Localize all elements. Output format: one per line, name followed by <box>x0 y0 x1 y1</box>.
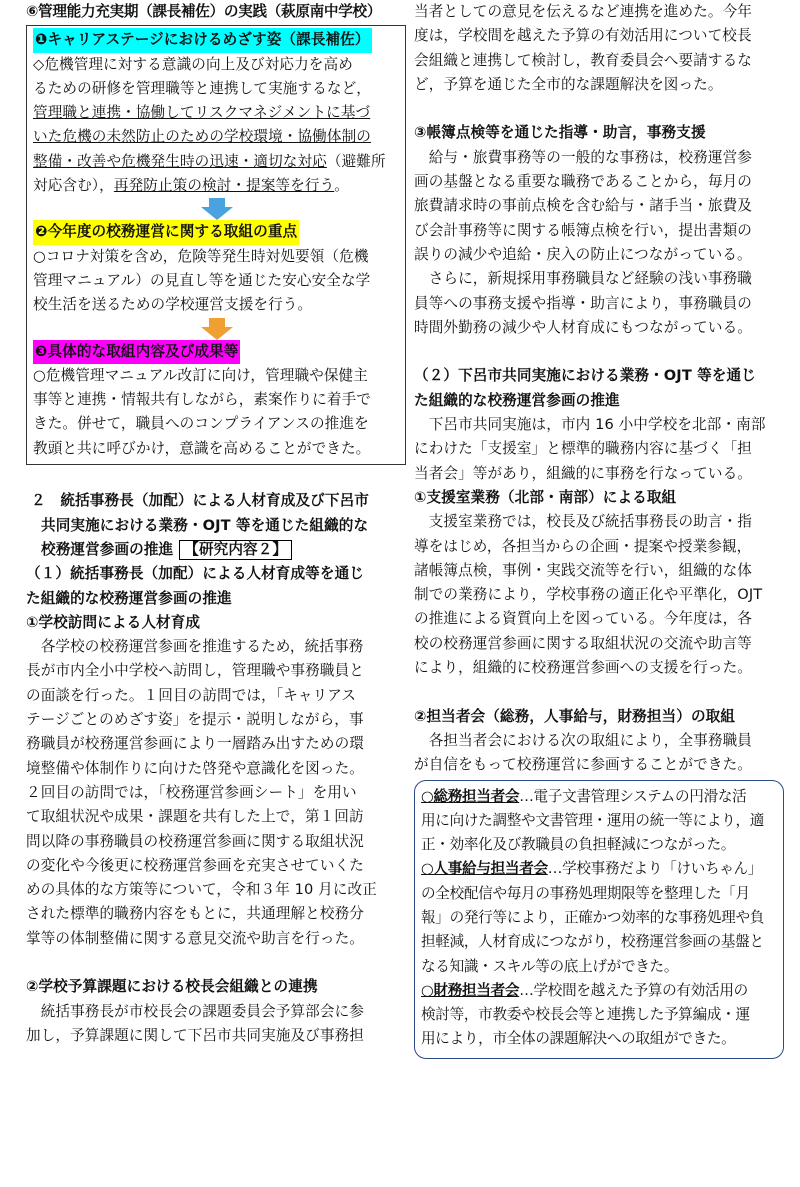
research-tag: 【研究内容２】 <box>179 540 292 560</box>
down-arrow-icon <box>33 318 401 340</box>
school-visit-body: 各学校の校務運営参画を推進するため，統括事務 長が市内全小中学校へ訪問し，管理職や事務職員と の面談を行った。１回目の訪問では，「キャリアス テージごとのめざす姿」を提示・説明しながら，事 務職員が校務運営参画により一層踏み出すための環 境整備や体制作りに向けた啓発や意識化を図った。 ２回目の訪問では，「校務運営参画シート」を用い て取組状況や成果・課題を共有した上で，第１回訪 問以降の事務職員の校務運営参画に関する取組状況 の変化や今後更に校務運営参画を充実させていくた めの具体的な方策等について，令和３年 10 月に改正 された標準的職務内容をもとに，共通理解と校務分 掌等の体制整備に関する意見交流や助言を行った。 <box>26 638 377 947</box>
box-heading-1: ❶キャリアステージにおけるめざす姿（課長補佐） <box>33 28 372 52</box>
box-text-line: 校生活を送るための学校運営支援を行う。 <box>33 296 313 314</box>
box-text-line: 対応含む），再発防止策の検討・提案等を行う。 <box>33 177 349 195</box>
subsection-2-1-title: た組織的な校務運営参画の推進 <box>26 589 232 607</box>
support-office-heading: ①支援室業務（北部・南部）による取組 <box>414 488 677 506</box>
career-stage-box <box>26 25 406 465</box>
section-2-title: 校務運営参画の推進 【研究内容２】 <box>26 538 406 562</box>
right-column <box>414 0 784 1059</box>
box-text-line: 整備・改善や危機発生時の迅速・適切な対応（避難所 <box>33 152 386 170</box>
box-text-line: 事等と連携・情報共有しながら，素案作りに着手で <box>33 391 371 409</box>
ledger-check-body: 給与・旅費事務等の一般的な事務は，校務運営参 画の基盤となる重要な職務であることから，毎月の 旅費請求時の事前点検を含む給与・諸手当・旅費及 び会計事務等に関する帳簿点検を行い，提出書類の 誤りの減少や追給・戻入の防止につながっている。 さらに，新規採用事務職員など経験の浅い事務職 員等への事務支援や指導・助言により，事務職員の 時間外勤務の減少や人材育成にもつながっている。 <box>414 148 752 336</box>
section-2-title: 共同実施における業務・OJT 等を通じた組織的な <box>41 516 369 534</box>
box-text-line: ○コロナ対策を含め，危険等発生時対処要領（危機 <box>33 247 369 265</box>
budget-body-continued: 当者としての意見を伝えるなど連携を進めた。今年 度は，学校間を越えた予算の有効活用について校長 会組織と連携して検討し，教育委員会へ要請するな ど，予算を通じた全市的な課題解決を図った。 <box>414 3 752 93</box>
box-heading-3: ❸具体的な取組内容及び成果等 <box>33 340 240 364</box>
meetings-summary-box: ○総務担当者会…電子文書管理システムの円滑な活 用に向けた調整や文書管理・運用の統一等により，適 正・効率化及び教職員の負担軽減につながった。 ○人事給与担当者会…学校事務だより「けいちゃん」 の全校配信や毎月の事務処理期限等を整理した「月 報」の発行等により，正確かつ効率的な事務処理や負 担軽減，人材育成につながり，校務運営参画の基盤と なる知識・スキル等の底上げができた。 ○財務担当者会…学校間を越えた予算の有効活用の 検討等，市教委や校長会等と連携した予算編成・運 用により，市全体の課題解決への取組ができた。 <box>414 780 784 1059</box>
subsection-2-2-body: 下呂市共同実施は，市内 16 小中学校を北部・南部 にわけた「支援室」と標準的職務内容に基づく「担 当者会」等があり，組織的に事務を行なっている。 <box>414 416 766 482</box>
box-text-line: 教頭と共に呼びかけ，意識を高めることができた。 <box>33 439 371 457</box>
hr-payroll-item: ○人事給与担当者会…学校事務だより「けいちゃん」 <box>421 860 763 878</box>
budget-heading: ②学校予算課題における校長会組織との連携 <box>26 978 318 996</box>
subsection-2-2-title: （２）下呂市共同実施における業務・OJT 等を通じ <box>414 367 756 385</box>
meetings-body: 各担当者会における次の取組により，全事務職員 が自信をもって校務運営に参画することができた。 <box>414 731 752 774</box>
meetings-heading: ②担当者会（総務，人事給与，財務担当）の取組 <box>414 707 736 725</box>
box-text-line: ◇危機管理に対する意識の向上及び対応力を高め <box>33 55 353 73</box>
down-arrow-icon <box>33 198 401 220</box>
section-2-title: ２ 統括事務長（加配）による人材育成及び下呂市 <box>31 492 369 510</box>
section-6-title: ⑥管理能力充実期（課長補佐）の実践（萩原南中学校） <box>26 3 382 20</box>
box-text-line: ○危機管理マニュアル改訂に向け，管理職や保健主 <box>33 366 368 384</box>
finance-item: ○財務担当者会…学校間を越えた予算の有効活用の <box>421 981 748 999</box>
school-visit-heading: ①学校訪問による人材育成 <box>26 613 201 631</box>
box-text-line: 管理マニュアル）の見直し等を通じた安心安全な学 <box>33 271 371 289</box>
box-text-line: いた危機の未然防止のための学校環境・協働体制の <box>33 128 371 146</box>
box-heading-2: ❷今年度の校務運営に関する取組の重点 <box>33 220 299 244</box>
general-affairs-item: ○総務担当者会…電子文書管理システムの円滑な活 <box>421 787 747 805</box>
ledger-check-heading: ③帳簿点検等を通じた指導・助言，事務支援 <box>414 124 706 142</box>
support-office-body: 支援室業務では，校長及び統括事務長の助言・指 導をはじめ，各担当からの企画・提案や授業参観， 諸帳簿点検，事例・実践交流等を行い，組織的な体 制での業務により，学校事務の適正化や平準化，OJT の推進による資質向上を図っている。今年度は，各 校の校務運営参画に関する取組状況の交流や助言等 により，組織的に校務運営参画への支援を行った。 <box>414 513 763 677</box>
subsection-2-1-title: （１）統括事務長（加配）による人材育成等を通じ <box>26 565 364 583</box>
budget-body: 統括事務長が市校長会の課題委員会予算部会に参 加し，予算課題に関して下呂市共同実施及び事務担 <box>26 1002 364 1044</box>
box-text-line: きた。併せて，職員へのコンプライアンスの推進を <box>33 415 369 433</box>
left-column <box>26 0 406 1048</box>
subsection-2-2-title: た組織的な校務運営参画の推進 <box>414 391 620 409</box>
box-text-line: 管理職と連携・協働してリスクマネジメントに基づ <box>33 104 371 122</box>
box-text-line: るための研修を管理職等と連携して実施するなど， <box>33 79 371 97</box>
